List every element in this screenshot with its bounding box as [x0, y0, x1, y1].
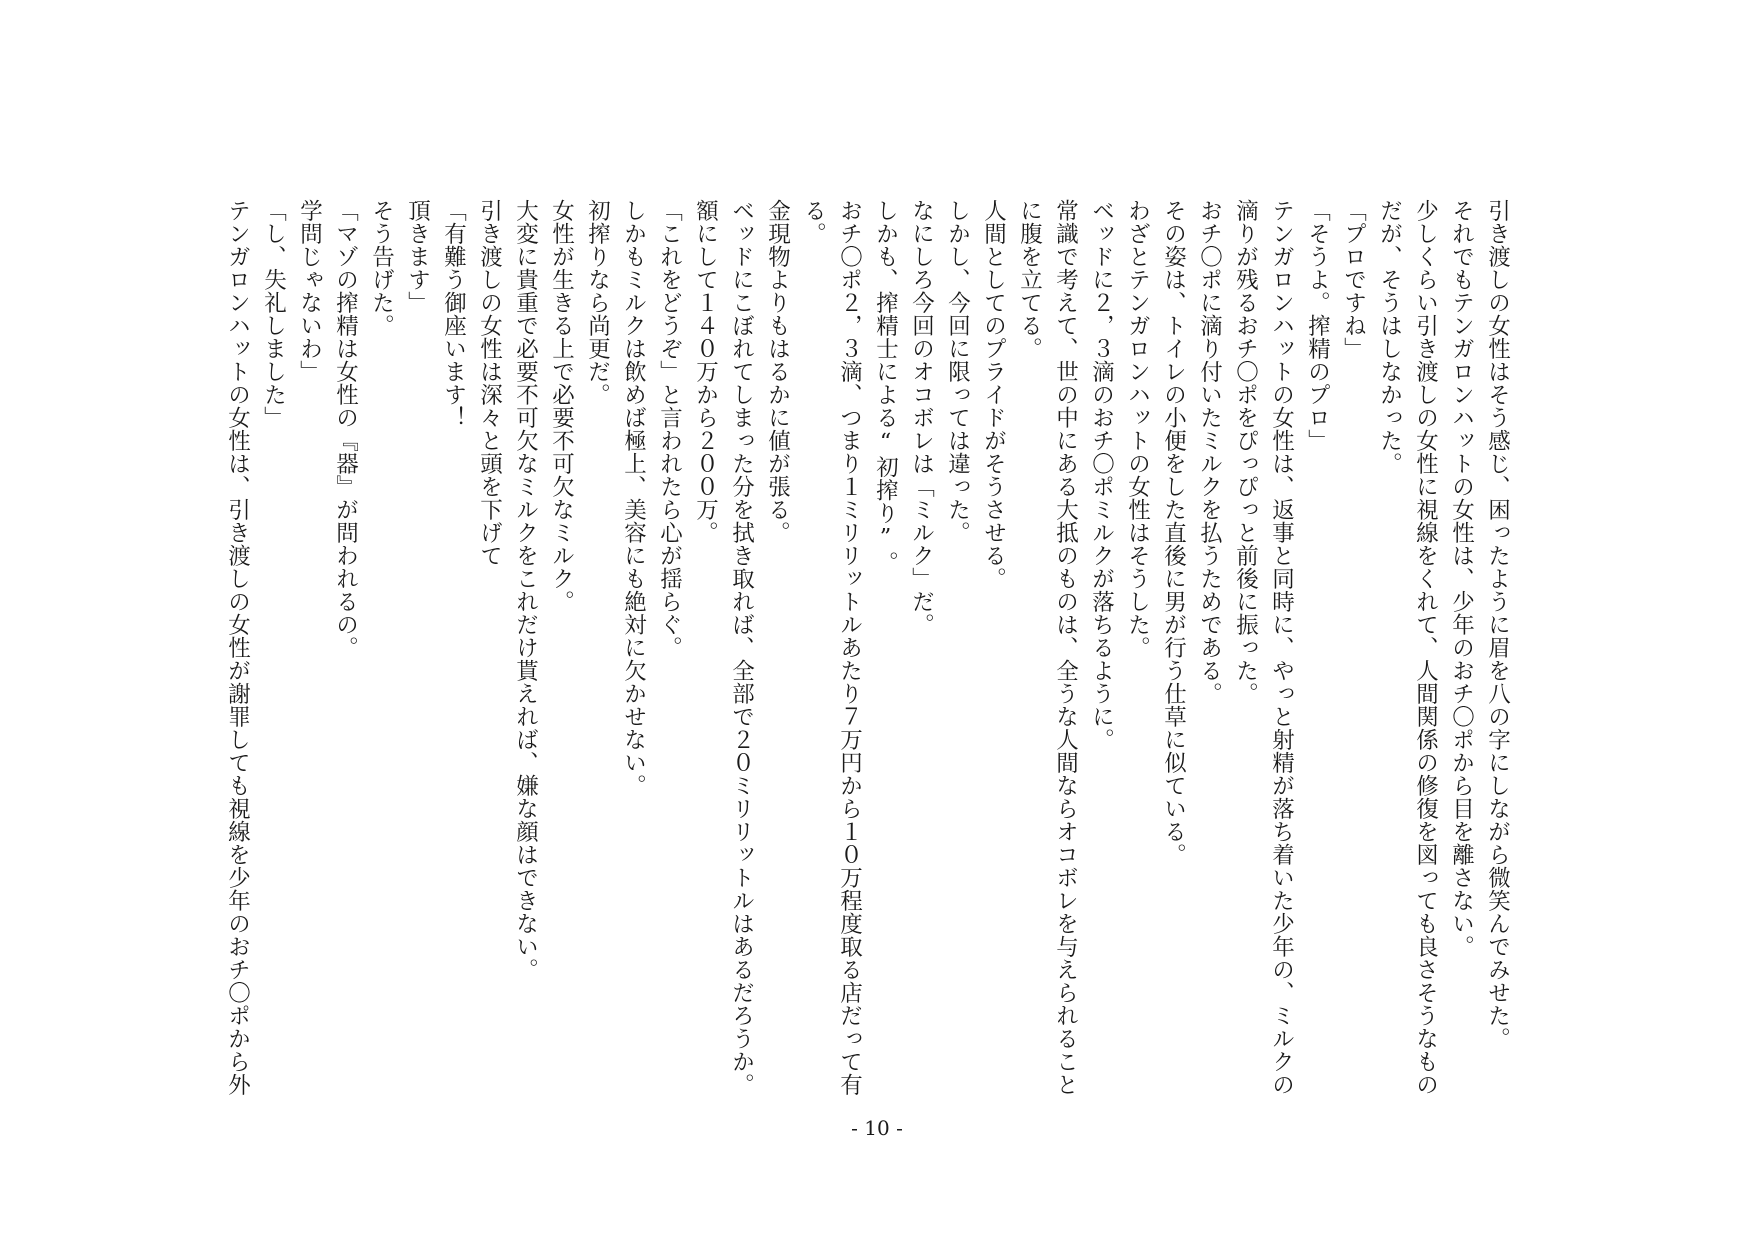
text-line: それでもテンガロンハットの女性は、少年のおチ〇ポから目を離さない。 — [1448, 199, 1475, 958]
text-line: 「し、失礼しました」 — [260, 199, 287, 429]
text-line: テンガロンハットの女性は、引き渡しの女性が謝罪しても視線を少年のおチ〇ポから外 — [224, 199, 251, 1096]
text-line: 頂きます」 — [404, 199, 431, 314]
text-line: に腹を立てる。 — [1016, 199, 1043, 360]
text-line: 女性が生きる上で必要不可欠なミルク。 — [548, 199, 575, 613]
text-line: おチ〇ポ２，３滴、つまり１ミリリットルあたり７万円から１０万程度取る店だって有 — [836, 199, 863, 1096]
text-line: 常識で考えて、世の中にある大抵のものは、全うな人間ならオコボレを与えられること — [1052, 199, 1079, 1096]
text-line: だが、そうはしなかった。 — [1376, 199, 1403, 475]
text-line: 「マゾの搾精は女性の『器』が問われるの。 — [332, 199, 359, 659]
text-line: しかもミルクは飲めば極上、美容にも絶対に欠かせない。 — [620, 199, 647, 797]
text-line: 引き渡しの女性はそう感じ、困ったように眉を八の字にしながら微笑んでみせた。 — [1484, 199, 1511, 1050]
text-line: 「そうよ。搾精のプロ」 — [1304, 199, 1331, 452]
text-line: 「これをどうぞ」と言われたら心が揺らぐ。 — [656, 199, 683, 659]
text-line: 引き渡しの女性は深々と頭を下げて — [476, 199, 503, 567]
text-line: しかし、今回に限っては違った。 — [944, 199, 971, 544]
text-line: 滴りが残るおチ〇ポをぴっぴっと前後に振った。 — [1232, 199, 1259, 705]
text-line: 額にして１４０万から２００万。 — [692, 199, 719, 544]
text-line: しかも、搾精士による“初搾り”。 — [872, 199, 899, 574]
text-line: 金現物よりもはるかに値が張る。 — [764, 199, 791, 544]
text-line: 「有難う御座います！ — [440, 199, 467, 429]
text-line: 初搾りなら尚更だ。 — [584, 199, 611, 406]
text-line: なにしろ今回のオコボレは「ミルク」だ。 — [908, 199, 935, 636]
text-line: 少しくらい引き渡しの女性に視線をくれて、人間関係の修復を図っても良さそうなもの — [1412, 199, 1439, 1096]
text-line: 学問じゃないわ」 — [296, 199, 323, 383]
text-line: テンガロンハットの女性は、返事と同時に、やっと射精が落ち着いた少年の、ミルクの — [1268, 199, 1295, 1096]
text-line: ベッドに２，３滴のおチ〇ポミルクが落ちるように。 — [1088, 199, 1115, 751]
text-line: る。 — [800, 199, 827, 245]
text-line: わざとテンガロンハットの女性はそうした。 — [1124, 199, 1151, 659]
text-line: 人間としてのプライドがそうさせる。 — [980, 199, 1007, 590]
text-line: 大変に貴重で必要不可欠なミルクをこれだけ貰えれば、嫌な顔はできない。 — [512, 199, 539, 981]
text-line: おチ〇ポに滴り付いたミルクを払うためである。 — [1196, 199, 1223, 705]
text-line: 「プロですね」 — [1340, 199, 1367, 360]
text-line: その姿は、トイレの小便をした直後に男が行う仕草に似ている。 — [1160, 199, 1187, 866]
text-line: ベッドにこぼれてしまった分を拭き取れば、全部で２０ミリリットルはあるだろうか。 — [728, 199, 755, 1096]
text-line: そう告げた。 — [368, 199, 395, 337]
page-number: - 10 - — [851, 1116, 903, 1140]
